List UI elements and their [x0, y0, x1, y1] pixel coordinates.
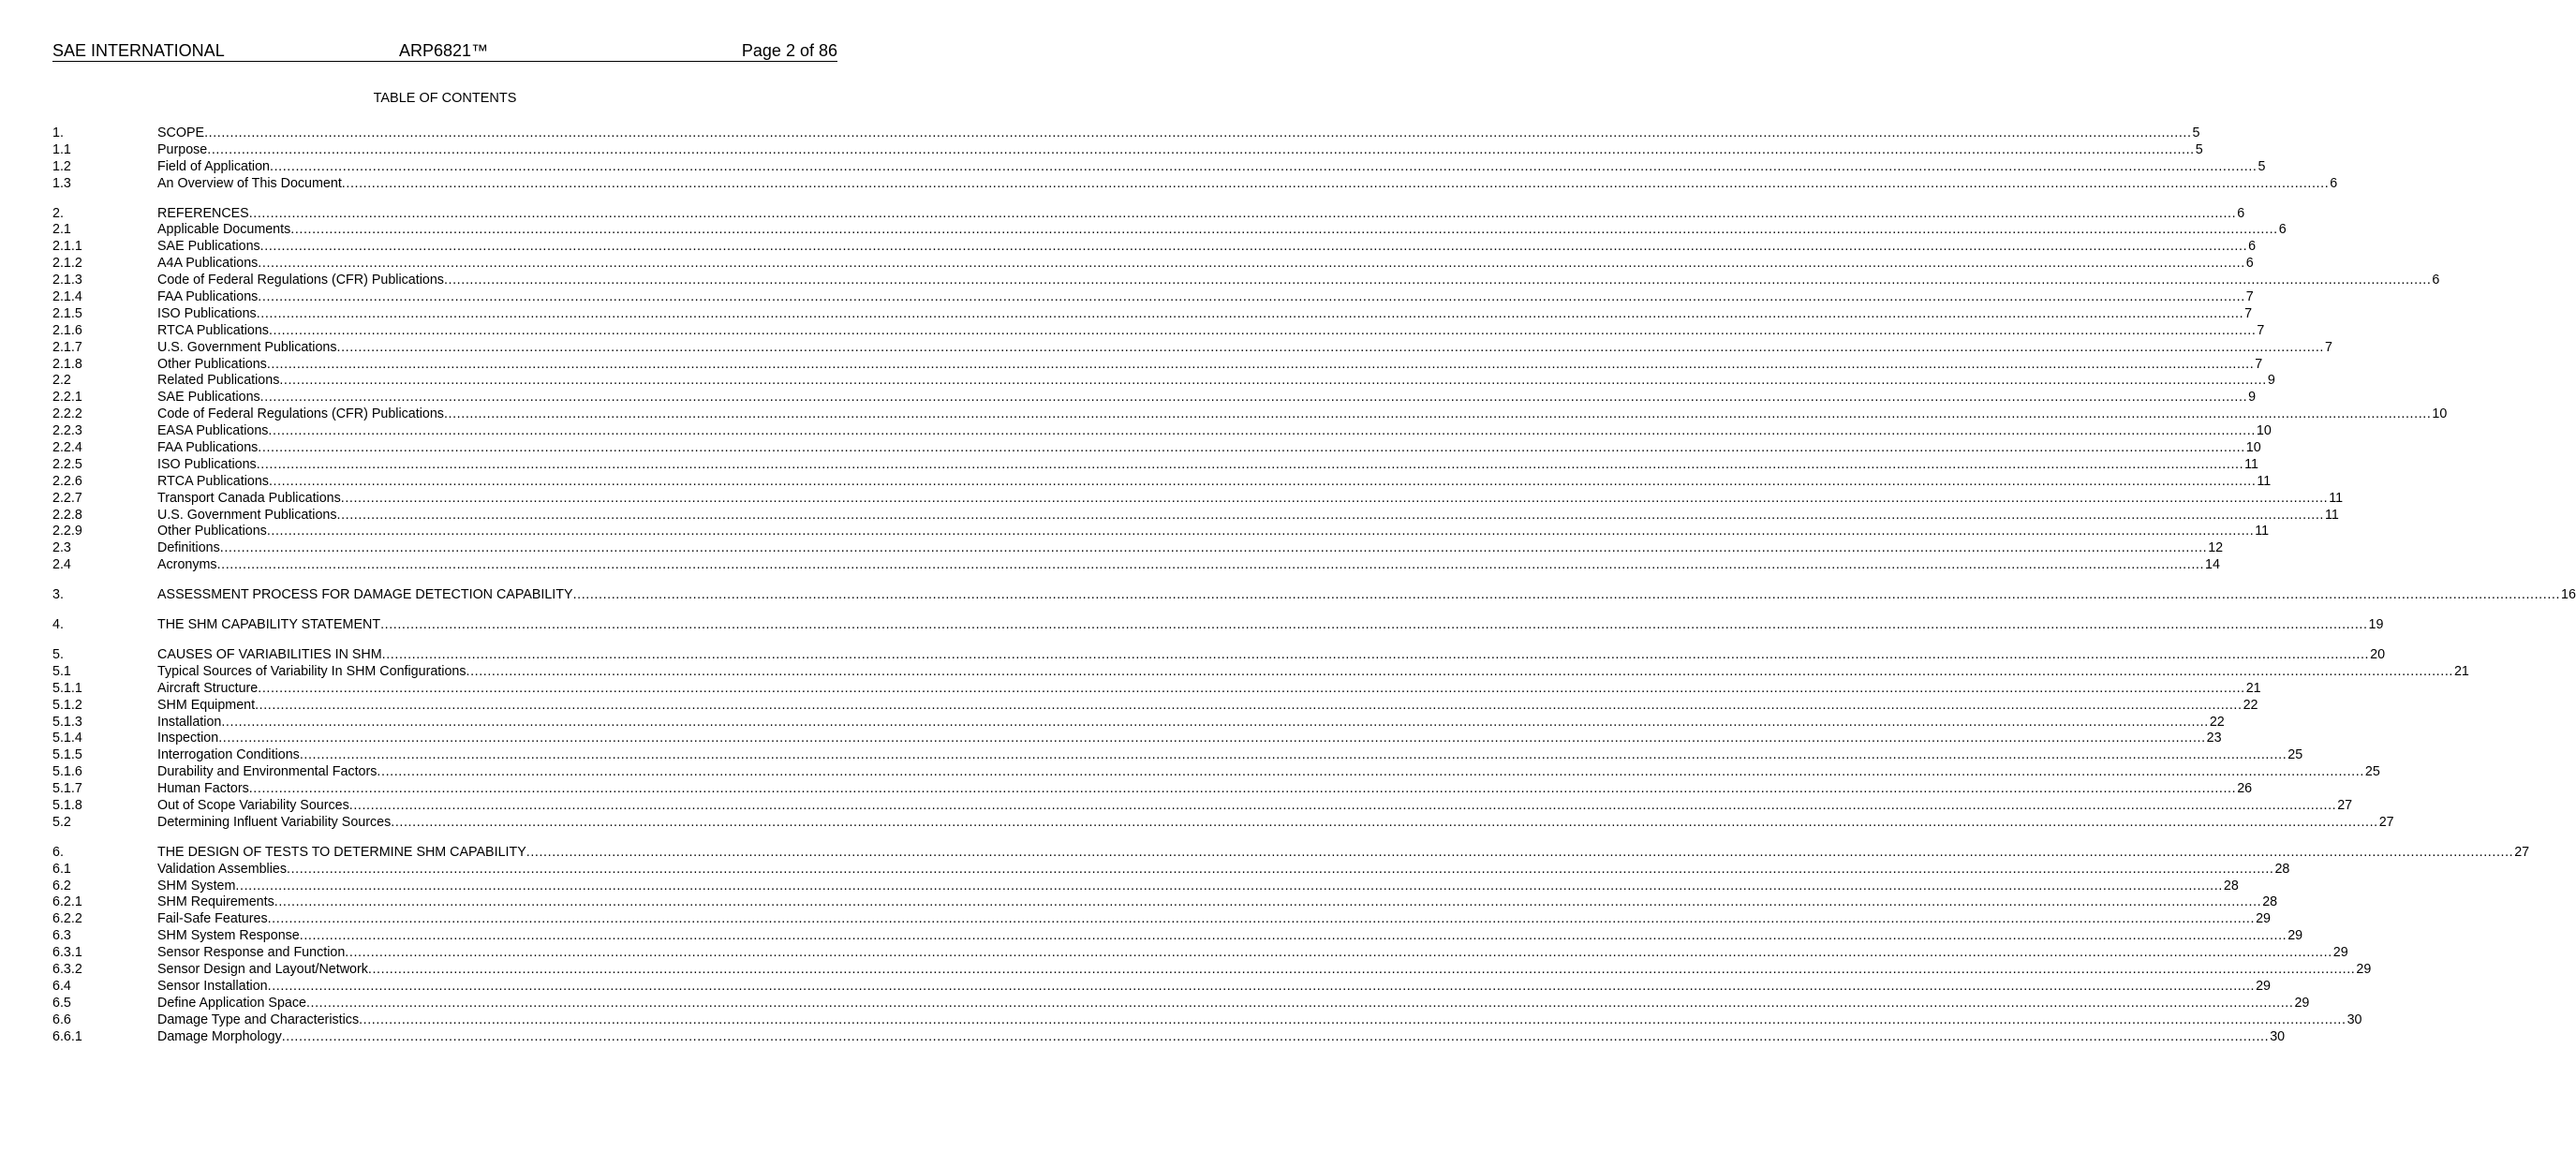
- dot-leader: [268, 979, 2255, 996]
- dot-leader: [279, 373, 2266, 390]
- toc-heading: TABLE OF CONTENTS: [373, 91, 517, 106]
- document-number: ARP6821™: [399, 41, 489, 60]
- toc-entry[interactable]: [52, 747, 2303, 764]
- toc-entry-page: 5: [2192, 126, 2200, 140]
- toc-entry-number: 2.2.1: [52, 390, 82, 406]
- toc-entry-number: 5.1.7: [52, 781, 82, 797]
- toc-entry-title[interactable]: Interrogation Conditions: [157, 747, 300, 763]
- toc-entry-title[interactable]: FAA Publications: [157, 440, 259, 456]
- toc-entry-page: 27: [2337, 797, 2353, 813]
- toc-entry-number: 6.2.1: [52, 894, 82, 910]
- toc-entry-title[interactable]: FAA Publications: [157, 289, 259, 305]
- toc-entry-page: 6: [2245, 256, 2254, 272]
- dot-leader: [255, 698, 2242, 715]
- toc-entry-number: 1.: [52, 126, 64, 140]
- toc-section-group: [52, 646, 2469, 832]
- toc-entry[interactable]: [52, 617, 2384, 634]
- toc-entry-page: 11: [2244, 456, 2259, 472]
- toc-entry-page: 12: [2208, 540, 2224, 556]
- toc-entry-page: 6: [2248, 239, 2257, 255]
- dot-leader: [270, 159, 2257, 176]
- toc-entry-page: 11: [2257, 473, 2272, 489]
- toc-entry-title[interactable]: SCOPE: [157, 126, 205, 140]
- toc-entry[interactable]: [52, 540, 2224, 557]
- toc-entry-number: 6.6: [52, 1012, 71, 1027]
- toc-entry-number: 2.2.6: [52, 473, 82, 489]
- toc-entry-page: 11: [2324, 507, 2339, 523]
- toc-entry[interactable]: [52, 797, 2353, 815]
- toc-entry-number: 2.1.6: [52, 322, 82, 338]
- dot-leader: [377, 764, 2363, 781]
- dot-leader: [235, 879, 2222, 895]
- dot-leader: [345, 945, 2332, 962]
- toc-entry-number: 5.1.5: [52, 747, 82, 763]
- dot-leader: [342, 176, 2329, 193]
- dot-leader: [573, 587, 2560, 604]
- toc-entry[interactable]: [52, 126, 2200, 142]
- toc-entry[interactable]: [52, 911, 2271, 928]
- toc-entry[interactable]: [52, 490, 2344, 508]
- toc-entry-number: 4.: [52, 617, 64, 633]
- toc-entry-title[interactable]: Other Publications: [157, 524, 267, 539]
- toc-entry[interactable]: [52, 978, 2271, 996]
- toc-section-group: [52, 617, 2384, 634]
- toc-entry-page: 7: [2257, 322, 2265, 338]
- toc-entry-title[interactable]: Damage Type and Characteristics: [157, 1012, 360, 1027]
- toc-entry-number: 6.4: [52, 978, 71, 994]
- toc-entry-title[interactable]: ASSESSMENT PROCESS FOR DAMAGE DETECTION CAPABILITY: [157, 587, 573, 603]
- toc-entry-title[interactable]: SHM Requirements: [157, 894, 274, 910]
- toc-entry-number: 6.: [52, 844, 64, 860]
- toc-entry-title[interactable]: RTCA Publications: [157, 322, 269, 338]
- toc-entry[interactable]: [52, 322, 2265, 340]
- toc-entry-number: 2.1: [52, 222, 71, 238]
- toc-entry[interactable]: [52, 878, 2239, 895]
- toc-entry-title[interactable]: ISO Publications: [157, 456, 257, 472]
- toc-entry-page: 6: [2237, 205, 2245, 221]
- dot-leader: [290, 222, 2277, 239]
- toc-entry-page: 9: [2248, 390, 2257, 406]
- toc-entry-page: 7: [2255, 356, 2263, 372]
- dot-leader: [249, 206, 2236, 223]
- toc-entry-number: 2.1.2: [52, 256, 82, 272]
- toc-entry-title[interactable]: Aircraft Structure: [157, 680, 259, 696]
- dot-leader: [207, 142, 2194, 159]
- dot-leader: [267, 357, 2254, 374]
- toc-entry[interactable]: [52, 175, 2338, 193]
- toc-entry-title[interactable]: SAE Publications: [157, 239, 260, 255]
- dot-leader: [204, 126, 2191, 142]
- toc-entry[interactable]: [52, 305, 2253, 323]
- toc-entry[interactable]: [52, 456, 2259, 474]
- toc-entry-number: 5.1.2: [52, 697, 82, 713]
- toc-entry-number: 2.1.3: [52, 273, 82, 288]
- dot-leader: [359, 1012, 2346, 1029]
- toc-entry[interactable]: [52, 205, 2245, 223]
- dot-leader: [260, 390, 2247, 406]
- toc-entry-page: 27: [2514, 844, 2530, 860]
- table-of-contents: [52, 126, 2576, 1058]
- toc-entry-title[interactable]: Other Publications: [157, 356, 267, 372]
- toc-entry-page: 29: [2256, 978, 2271, 994]
- dot-leader: [444, 273, 2431, 289]
- toc-entry[interactable]: [52, 894, 2278, 911]
- toc-entry-number: 5.2: [52, 814, 71, 830]
- dot-leader: [337, 508, 2324, 524]
- toc-entry-title[interactable]: An Overview of This Document: [157, 175, 342, 191]
- toc-entry[interactable]: [52, 557, 2220, 574]
- toc-entry-title[interactable]: Field of Application: [157, 158, 271, 174]
- dot-leader: [466, 664, 2453, 681]
- toc-entry[interactable]: [52, 844, 2530, 862]
- toc-entry-number: 2.2.2: [52, 406, 82, 422]
- toc-entry-page: 19: [2368, 617, 2384, 633]
- toc-entry-title[interactable]: U.S. Government Publications: [157, 339, 337, 355]
- toc-entry[interactable]: [52, 406, 2448, 423]
- toc-entry-title[interactable]: Define Application Space: [157, 995, 306, 1011]
- toc-section-group: [52, 205, 2448, 575]
- toc-entry-number: 2.2.5: [52, 456, 82, 472]
- toc-entry[interactable]: [52, 587, 2576, 604]
- toc-entry[interactable]: [52, 1012, 2362, 1029]
- dot-leader: [391, 815, 2377, 832]
- toc-entry-number: 2.2: [52, 373, 71, 389]
- toc-entry[interactable]: [52, 440, 2261, 457]
- toc-entry-page: 10: [2432, 406, 2448, 422]
- page-header: [52, 40, 837, 62]
- dot-leader: [287, 862, 2273, 879]
- toc-entry-title[interactable]: SAE Publications: [157, 390, 260, 406]
- toc-entry-title[interactable]: Acronyms: [157, 557, 217, 573]
- toc-entry-title[interactable]: Sensor Response and Function: [157, 945, 346, 961]
- toc-entry-page: 11: [2255, 524, 2270, 539]
- toc-entry[interactable]: [52, 945, 2348, 962]
- toc-entry-title[interactable]: REFERENCES: [157, 205, 249, 221]
- toc-entry-page: 9: [2267, 373, 2275, 389]
- toc-entry-number: 6.1: [52, 861, 71, 877]
- toc-entry-title[interactable]: Sensor Design and Layout/Network: [157, 961, 368, 977]
- toc-entry-page: 21: [2245, 680, 2261, 696]
- toc-entry-title[interactable]: Typical Sources of Variability In SHM Configurations: [157, 663, 466, 679]
- toc-entry-number: 5.1: [52, 663, 71, 679]
- dot-leader: [258, 289, 2244, 306]
- toc-entry-number: 5.1.8: [52, 797, 82, 813]
- toc-entry-page: 16: [2561, 587, 2576, 603]
- dot-leader: [257, 457, 2243, 474]
- toc-entry-title[interactable]: THE SHM CAPABILITY STATEMENT: [157, 617, 381, 633]
- dot-leader: [268, 911, 2255, 928]
- toc-entry-number: 1.3: [52, 175, 71, 191]
- toc-entry-number: 6.2.2: [52, 911, 82, 927]
- toc-entry[interactable]: [52, 1028, 2286, 1046]
- dot-leader: [258, 681, 2244, 698]
- toc-entry-title[interactable]: U.S. Government Publications: [157, 507, 337, 523]
- toc-entry-page: 6: [2278, 222, 2287, 238]
- dot-leader: [269, 323, 2256, 340]
- dot-leader: [269, 474, 2256, 491]
- dot-leader: [274, 894, 2261, 911]
- toc-entry-page: 11: [2329, 490, 2344, 506]
- toc-entry[interactable]: [52, 141, 2203, 159]
- toc-entry[interactable]: [52, 239, 2257, 256]
- toc-entry-page: 27: [2378, 814, 2394, 830]
- toc-entry-title[interactable]: Related Publications: [157, 373, 280, 389]
- toc-entry-page: 25: [2287, 747, 2303, 763]
- toc-entry[interactable]: [52, 928, 2303, 945]
- dot-leader: [300, 747, 2287, 764]
- toc-entry-title[interactable]: THE DESIGN OF TESTS TO DETERMINE SHM CAPABILITY: [157, 844, 526, 860]
- toc-entry-number: 5.1.3: [52, 714, 82, 730]
- dot-leader: [300, 928, 2287, 945]
- toc-entry-title[interactable]: SHM Equipment: [157, 697, 256, 713]
- toc-entry-number: 6.3: [52, 928, 71, 944]
- toc-entry-page: 29: [2287, 928, 2303, 944]
- toc-entry-page: 6: [2432, 273, 2440, 288]
- toc-entry-number: 6.5: [52, 995, 71, 1011]
- toc-entry-page: 28: [2262, 894, 2278, 910]
- toc-entry-page: 5: [2258, 158, 2266, 174]
- toc-entry-number: 2.1.1: [52, 239, 82, 255]
- toc-entry-page: 28: [2274, 861, 2290, 877]
- toc-entry-title[interactable]: Determining Influent Variability Sources: [157, 814, 392, 830]
- dot-leader: [257, 306, 2243, 323]
- dot-leader: [349, 798, 2336, 815]
- toc-entry[interactable]: [52, 158, 2266, 176]
- toc-entry-title[interactable]: SHM System Response: [157, 928, 300, 944]
- toc-entry-number: 6.3.1: [52, 945, 82, 961]
- toc-entry[interactable]: [52, 995, 2310, 1012]
- toc-entry[interactable]: [52, 961, 2372, 979]
- toc-entry[interactable]: [52, 390, 2257, 406]
- toc-entry[interactable]: [52, 423, 2272, 440]
- toc-entry-title[interactable]: CAUSES OF VARIABILITIES IN SHM: [157, 646, 382, 662]
- toc-entry-page: 6: [2330, 175, 2338, 191]
- toc-entry-title[interactable]: Code of Federal Regulations (CFR) Publications: [157, 273, 444, 288]
- toc-entry-number: 6.6.1: [52, 1028, 82, 1044]
- toc-entry[interactable]: [52, 714, 2225, 731]
- toc-entry[interactable]: [52, 814, 2394, 832]
- toc-entry-number: 2.2.3: [52, 423, 82, 439]
- toc-entry-page: 7: [2324, 339, 2332, 355]
- toc-entry-title[interactable]: Applicable Documents: [157, 222, 291, 238]
- toc-entry-page: 10: [2256, 423, 2272, 439]
- toc-entry-page: 26: [2237, 781, 2253, 797]
- dot-leader: [368, 962, 2355, 979]
- toc-entry-number: 2.2.7: [52, 490, 82, 506]
- toc-entry-page: 5: [2195, 141, 2203, 157]
- toc-entry-page: 23: [2206, 731, 2222, 746]
- toc-entry-page: 29: [2332, 945, 2348, 961]
- toc-entry[interactable]: [52, 473, 2272, 491]
- toc-entry-title[interactable]: Purpose: [157, 141, 208, 157]
- toc-entry-page: 29: [2356, 961, 2372, 977]
- toc-entry-title[interactable]: Inspection: [157, 731, 219, 746]
- toc-entry-number: 2.1.7: [52, 339, 82, 355]
- toc-entry-page: 7: [2244, 305, 2253, 321]
- toc-section-group: [52, 126, 2338, 193]
- toc-entry-number: 5.1.4: [52, 731, 82, 746]
- toc-entry-number: 2.4: [52, 557, 71, 573]
- dot-leader: [258, 440, 2244, 457]
- dot-leader: [341, 491, 2328, 508]
- toc-entry-title[interactable]: Definitions: [157, 540, 220, 556]
- toc-entry-number: 5.1.6: [52, 764, 82, 780]
- dot-leader: [249, 781, 2236, 798]
- toc-entry-title[interactable]: Code of Federal Regulations (CFR) Publications: [157, 406, 444, 422]
- toc-entry[interactable]: [52, 764, 2380, 781]
- toc-entry-number: 6.2: [52, 878, 71, 894]
- publisher-name: SAE INTERNATIONAL: [52, 41, 225, 60]
- toc-entry[interactable]: [52, 256, 2254, 273]
- toc-entry-page: 30: [2270, 1028, 2286, 1044]
- toc-entry-number: 2.: [52, 205, 64, 221]
- toc-entry-title[interactable]: SHM System: [157, 878, 236, 894]
- toc-entry-page: 14: [2205, 557, 2220, 573]
- toc-entry[interactable]: [52, 663, 2469, 681]
- toc-entry[interactable]: [52, 289, 2254, 306]
- dot-leader: [380, 617, 2367, 634]
- toc-entry-title[interactable]: EASA Publications: [157, 423, 269, 439]
- toc-entry[interactable]: [52, 373, 2275, 390]
- dot-leader: [217, 557, 2204, 574]
- dot-leader: [282, 1029, 2269, 1046]
- dot-leader: [526, 845, 2513, 862]
- dot-leader: [258, 256, 2244, 273]
- toc-section-group: [52, 844, 2530, 1046]
- toc-entry-title[interactable]: Human Factors: [157, 781, 249, 797]
- toc-entry-title[interactable]: Sensor Installation: [157, 978, 268, 994]
- toc-entry-number: 2.2.4: [52, 440, 82, 456]
- toc-entry-page: 28: [2223, 878, 2239, 894]
- toc-entry-page: 20: [2370, 646, 2386, 662]
- toc-entry-title[interactable]: Validation Assemblies: [157, 861, 288, 877]
- toc-entry-title[interactable]: A4A Publications: [157, 256, 259, 272]
- toc-entry[interactable]: [52, 222, 2287, 239]
- toc-entry[interactable]: [52, 731, 2222, 747]
- dot-leader: [268, 423, 2255, 440]
- dot-leader: [260, 239, 2247, 256]
- toc-entry[interactable]: [52, 273, 2440, 289]
- toc-entry-page: 21: [2453, 663, 2469, 679]
- toc-entry-number: 2.2.9: [52, 524, 82, 539]
- toc-entry-number: 2.1.8: [52, 356, 82, 372]
- dot-leader: [382, 647, 2369, 664]
- dot-leader: [220, 540, 2207, 557]
- dot-leader: [444, 406, 2431, 423]
- toc-entry-title[interactable]: Transport Canada Publications: [157, 490, 341, 506]
- toc-entry-title[interactable]: Out of Scope Variability Sources: [157, 797, 349, 813]
- toc-entry[interactable]: [52, 680, 2261, 698]
- toc-entry-number: 5.: [52, 646, 64, 662]
- toc-entry-page: 22: [2209, 714, 2225, 730]
- toc-entry-page: 10: [2245, 440, 2261, 456]
- dot-leader: [218, 731, 2205, 747]
- dot-leader: [306, 996, 2293, 1012]
- toc-entry[interactable]: [52, 356, 2263, 374]
- toc-entry[interactable]: [52, 646, 2386, 664]
- toc-entry-page: 25: [2364, 764, 2380, 780]
- toc-entry-title[interactable]: Durability and Environmental Factors: [157, 764, 378, 780]
- toc-entry[interactable]: [52, 339, 2332, 357]
- toc-entry-number: 2.1.4: [52, 289, 82, 305]
- toc-entry-number: 1.2: [52, 158, 71, 174]
- toc-entry-number: 2.3: [52, 540, 71, 556]
- toc-entry-number: 2.1.5: [52, 305, 82, 321]
- toc-entry-page: 29: [2256, 911, 2271, 927]
- toc-entry[interactable]: [52, 861, 2290, 879]
- toc-entry[interactable]: [52, 697, 2258, 715]
- toc-entry-title[interactable]: Fail-Safe Features: [157, 911, 268, 927]
- toc-entry-page: 29: [2294, 995, 2310, 1011]
- toc-entry-number: 6.3.2: [52, 961, 82, 977]
- dot-leader: [221, 715, 2208, 731]
- toc-section-group: [52, 587, 2576, 604]
- toc-entry[interactable]: [52, 524, 2270, 540]
- toc-entry-title[interactable]: Damage Morphology: [157, 1028, 282, 1044]
- page-number: Page 2 of 86: [741, 41, 837, 60]
- toc-entry-title[interactable]: ISO Publications: [157, 305, 257, 321]
- toc-entry-number: 3.: [52, 587, 64, 603]
- dot-leader: [337, 340, 2324, 357]
- toc-entry[interactable]: [52, 781, 2253, 798]
- toc-entry-title[interactable]: RTCA Publications: [157, 473, 269, 489]
- toc-entry-number: 1.1: [52, 141, 71, 157]
- toc-entry-title[interactable]: Installation: [157, 714, 222, 730]
- toc-entry-page: 7: [2245, 289, 2254, 305]
- toc-entry-page: 22: [2243, 697, 2258, 713]
- toc-entry-page: 30: [2347, 1012, 2362, 1027]
- toc-entry-number: 5.1.1: [52, 680, 82, 696]
- toc-entry-number: 2.2.8: [52, 507, 82, 523]
- dot-leader: [267, 524, 2254, 540]
- toc-entry[interactable]: [52, 507, 2339, 524]
